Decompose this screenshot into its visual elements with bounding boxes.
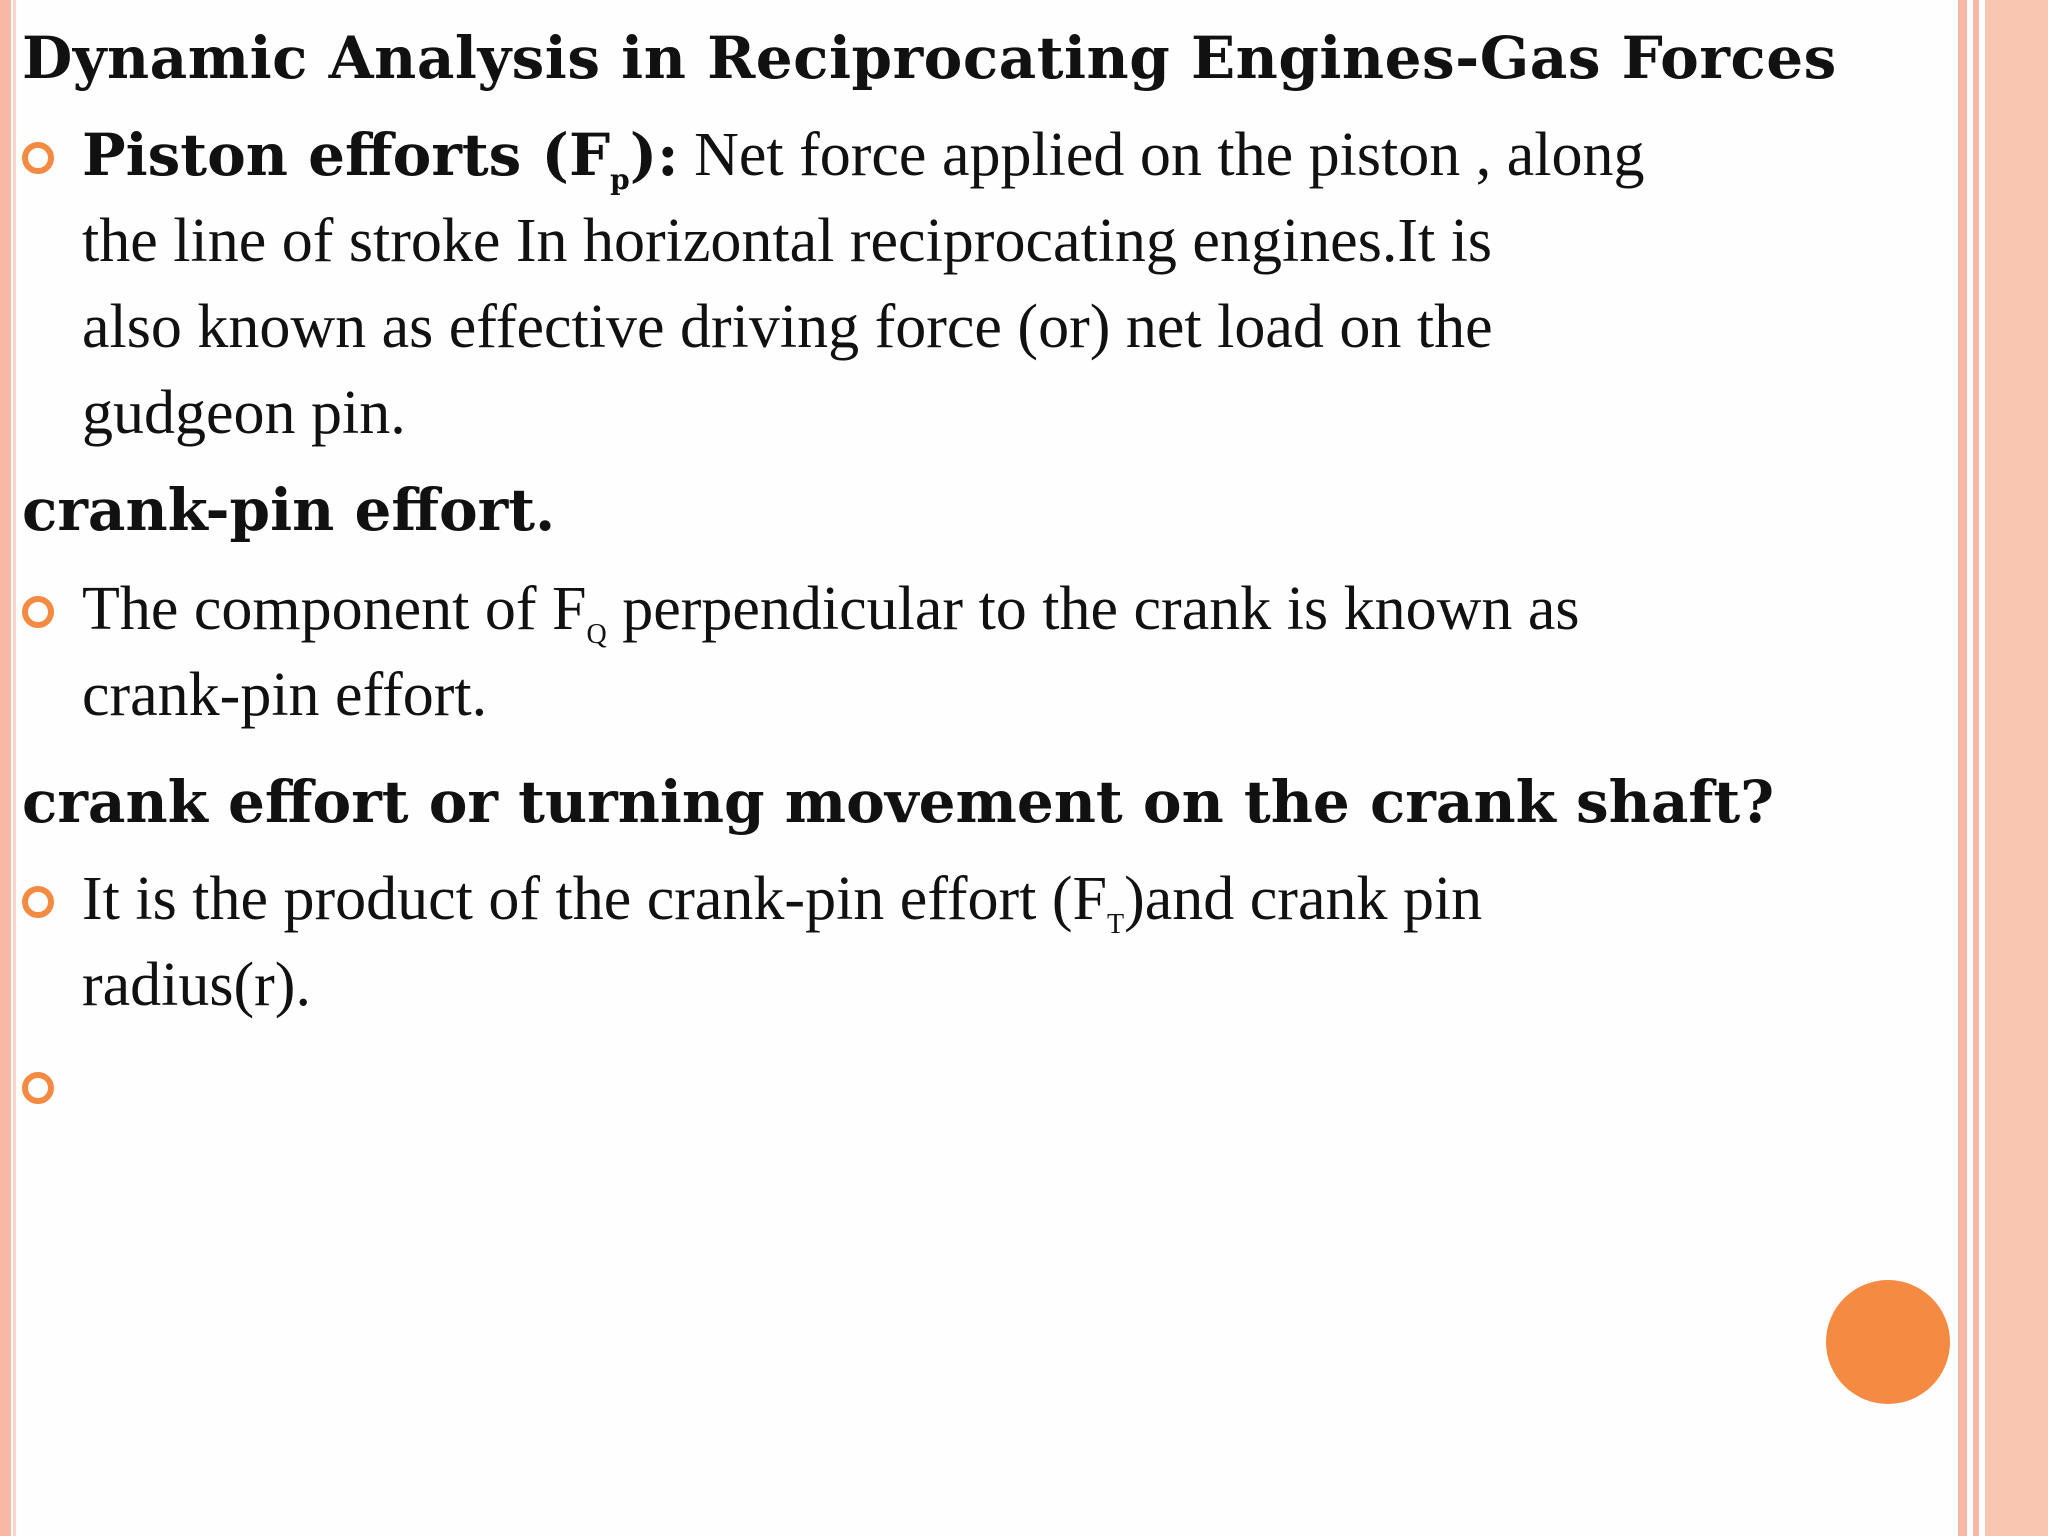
crank-pin-effort-line2: crank-pin effort. bbox=[82, 661, 488, 729]
right-border-stripe-3 bbox=[1985, 0, 2048, 1536]
piston-efforts-definition-line4: gudgeon pin. bbox=[82, 379, 406, 447]
ring-bullet-icon bbox=[22, 596, 54, 628]
orange-circle-icon bbox=[1826, 1280, 1950, 1404]
subscript-q: Q bbox=[586, 619, 607, 650]
piston-efforts-text bbox=[82, 112, 1962, 456]
ring-bullet-icon bbox=[22, 886, 54, 918]
subscript-p: p bbox=[610, 163, 630, 196]
slide-title: Dynamic Analysis in Reciprocating Engines-Gas Forces bbox=[22, 24, 1837, 92]
crank-effort-line2: radius(r). bbox=[82, 951, 311, 1019]
piston-efforts-definition-line1: Net force applied on the piston , along bbox=[678, 121, 1645, 189]
left-border-thin-stripe bbox=[13, 0, 16, 1536]
piston-efforts-definition-line2: the line of stroke In horizontal reciprocating engines.It is bbox=[82, 207, 1493, 275]
piston-efforts-definition-line3: also known as effective driving force (or) net load on the bbox=[82, 293, 1493, 361]
ring-bullet-icon bbox=[22, 1072, 54, 1104]
heading-crank-pin-effort: crank-pin effort. bbox=[22, 476, 556, 544]
crank-pin-effort-text: The component of $F_Q$ perpendicular to the crank is known as crank-pin effort. bbox=[82, 575, 1580, 729]
piston-efforts-term: Piston efforts $(F_p)$: bbox=[82, 121, 679, 196]
crank-effort-text: It is the product of the crank-pin effort $(F_T)and$ crank pin radius(r). bbox=[82, 865, 1483, 1019]
left-border-stripe bbox=[0, 0, 11, 1536]
subscript-t: T bbox=[1107, 909, 1125, 940]
ring-bullet-icon bbox=[22, 142, 54, 174]
heading-crank-effort: crank effort or turning movement on the crank shaft? bbox=[22, 768, 1775, 836]
